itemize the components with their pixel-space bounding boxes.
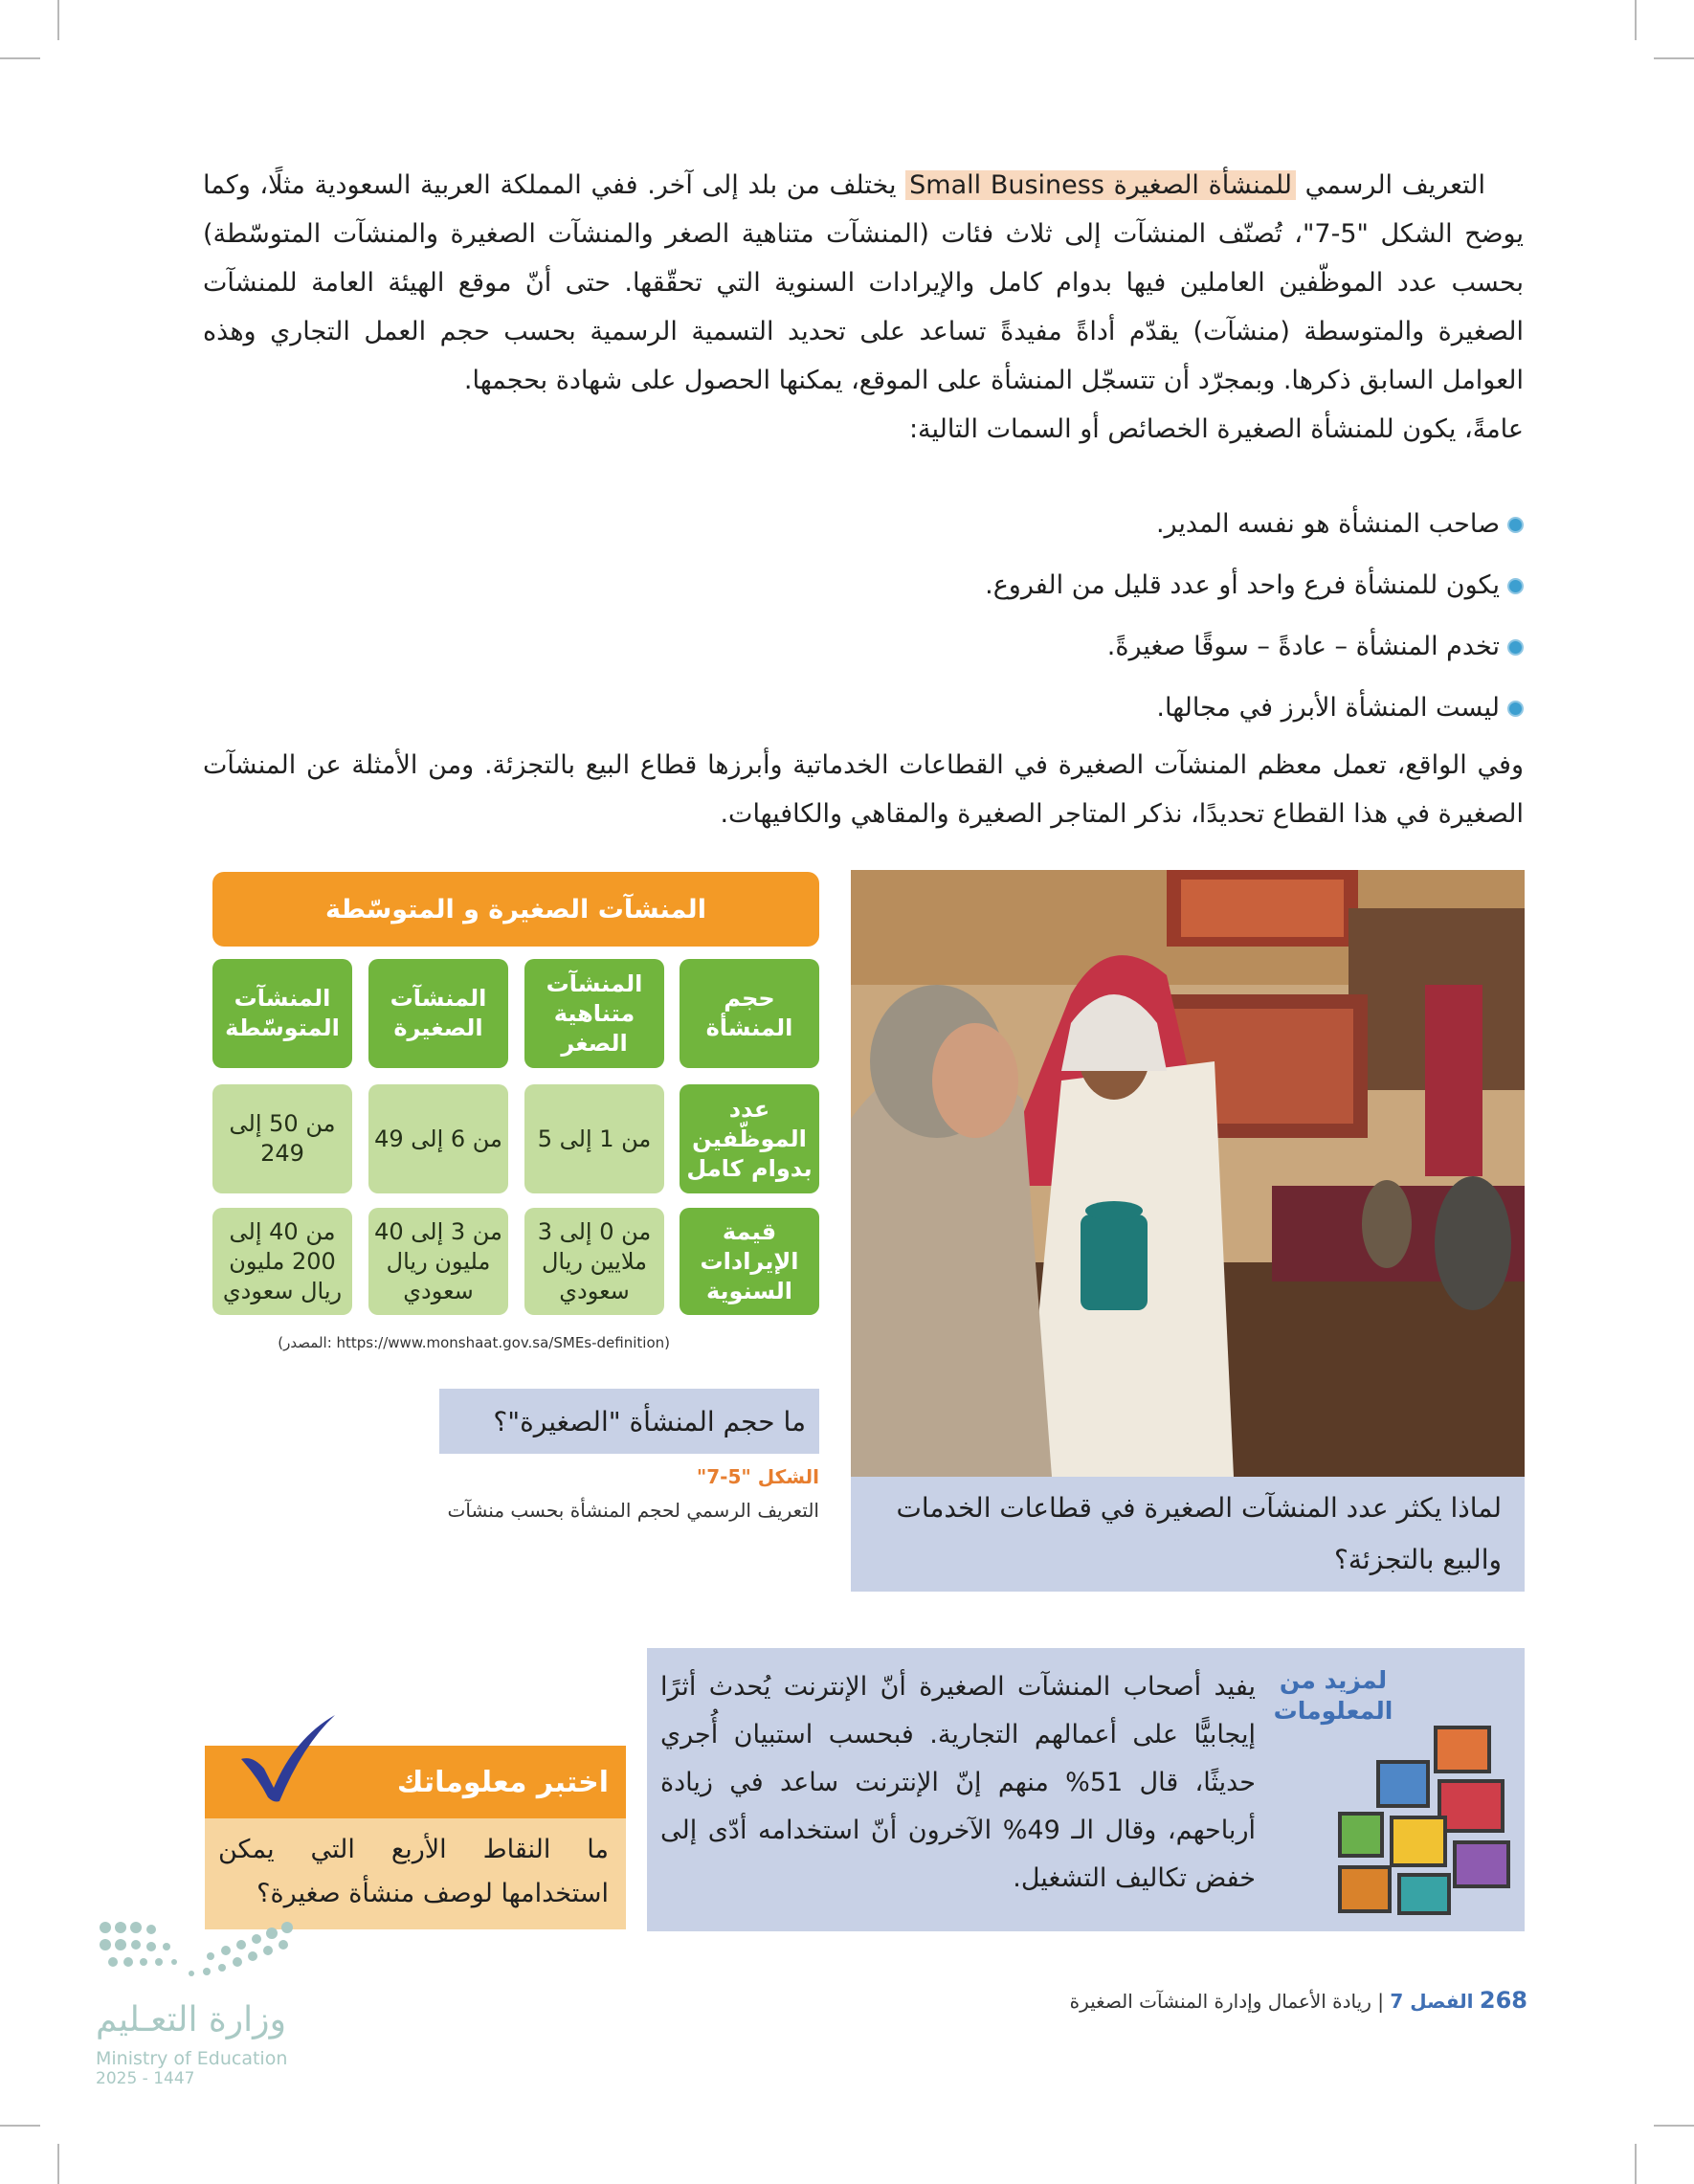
intro-section bbox=[203, 161, 1524, 454]
intro-paragraph: التعريف الرسمي للمنشأة الصغيرة Small Business يختلف من بلد إلى آخر. ففي المملكة العربية السعودية مثلًا، وكما يوضح الشكل "5-7"، تُصنّف المنشآت إلى ثلاث فئات (المنشآت متناهية الصغر والمنشآت الصغيرة والمنشآت المتوسّطة) بحسب عدد الموظّفين العاملين فيها بدوام كامل والإيرادات السنوية التي تحقّقها. حتى أنّ موقع الهيئة العامة للمنشآت الصغيرة والمتوسطة (منشآت) يقدّم أداةً مفيدةً تساعد على تحديد التسمية الرسمية بحسب حجم العمل التجاري وهذه العوامل السابق ذكرها. وبمجرّد أن تتسجّل المنشأة على الموقع، يمكنها الحصول على شهادة بحجمها. bbox=[203, 170, 1524, 395]
list-item: ليست المنشأة الأبرز في مجالها. bbox=[279, 678, 1524, 739]
figure-label: الشكل "5-7" bbox=[696, 1465, 819, 1488]
table-row-label: قيمة الإيرادات السنوية bbox=[680, 1208, 819, 1315]
retail-paragraph: وفي الواقع، تعمل معظم المنشآت الصغيرة في القطاعات الخدماتية وأبرزها قطاع البيع بالتجزئة. ومن الأمثلة عن المنشآت الصغيرة في هذا القطاع تحديدًا، نذكر المتاجر الصغيرة والمقاهي والكافيهات. bbox=[203, 750, 1524, 829]
crop-mark bbox=[0, 57, 40, 59]
bullet-dot-icon bbox=[1507, 639, 1524, 656]
table-header-cell: المنشآت متناهية الصغر bbox=[524, 959, 664, 1068]
chapter-title: ريادة الأعمال وإدارة المنشآت الصغيرة bbox=[1069, 1990, 1371, 2013]
more-info-title: لمزيد من المعلومات bbox=[1273, 1666, 1393, 1725]
table-header-cell: المنشآت الصغيرة bbox=[368, 959, 508, 1068]
table-source: (المصدر: https://www.monshaat.gov.sa/SMEs-definition) bbox=[278, 1334, 670, 1351]
ministry-year: 2025 - 1447 bbox=[96, 2069, 195, 2088]
ministry-name-ar: وزارة التعـليم bbox=[96, 2000, 286, 2039]
table-cell: من 0 إلى 3 ملايين ريال سعودي bbox=[524, 1208, 664, 1315]
test-title: اختبر معلوماتك bbox=[205, 1746, 626, 1818]
table-cell: من 1 إلى 5 bbox=[524, 1084, 664, 1193]
market-photo bbox=[851, 870, 1525, 1477]
crop-mark bbox=[1635, 0, 1637, 40]
list-item: يكون للمنشأة فرع واحد أو عدد قليل من الفروع. bbox=[279, 555, 1524, 616]
table-header-cell: المنشآت المتوسّطة bbox=[212, 959, 352, 1068]
table-header-cell: حجم المنشأة bbox=[680, 959, 819, 1068]
crop-mark bbox=[1654, 57, 1694, 59]
screens-collage-icon bbox=[1338, 1726, 1512, 1917]
footer-separator: | bbox=[1377, 1990, 1384, 2013]
intro-lead: عامةً، يكون للمنشأة الصغيرة الخصائص أو السمات التالية: bbox=[908, 414, 1524, 444]
table-cell: من 6 إلى 49 bbox=[368, 1084, 508, 1193]
table-row-label: عدد الموظّفين بدوام كامل bbox=[680, 1084, 819, 1193]
crop-mark bbox=[0, 2125, 40, 2127]
bullet-dot-icon bbox=[1507, 701, 1524, 717]
page-footer bbox=[919, 1987, 1527, 2014]
checkmark-icon bbox=[235, 1709, 341, 1805]
ministry-name-en: Ministry of Education bbox=[96, 2048, 288, 2069]
photo-caption: لماذا يكثر عدد المنشآت الصغيرة في قطاعات الخدمات والبيع بالتجزئة؟ bbox=[851, 1477, 1525, 1592]
crop-mark bbox=[1635, 2144, 1637, 2184]
list-item: تخدم المنشأة – عادةً – سوقًا صغيرةً. bbox=[279, 616, 1524, 678]
key-term-highlight: للمنشأة الصغيرة Small Business bbox=[905, 170, 1296, 200]
figure-question: ما حجم المنشأة "الصغيرة"؟ bbox=[439, 1389, 819, 1454]
table-cell: من 40 إلى 200 مليون ريال سعودي bbox=[212, 1208, 352, 1315]
characteristics-list bbox=[279, 494, 1524, 739]
figure-caption: التعريف الرسمي لحجم المنشأة بحسب منشآت bbox=[447, 1499, 819, 1522]
table-title: المنشآت الصغيرة و المتوسّطة bbox=[212, 872, 819, 947]
table-cell: من 3 إلى 40 مليون ريال سعودي bbox=[368, 1208, 508, 1315]
ministry-logo-icon bbox=[96, 1918, 306, 1995]
crop-mark bbox=[57, 0, 59, 40]
bullet-dot-icon bbox=[1507, 517, 1524, 533]
list-item: صاحب المنشأة هو نفسه المدير. bbox=[279, 494, 1524, 555]
crop-mark bbox=[1654, 2125, 1694, 2127]
page-number: 268 bbox=[1479, 1987, 1527, 2014]
bullet-dot-icon bbox=[1507, 578, 1524, 594]
table-cell: من 50 إلى 249 bbox=[212, 1084, 352, 1193]
test-question: ما النقاط الأربع التي يمكن استخدامها لوصف منشأة صغيرة؟ bbox=[205, 1818, 626, 1929]
crop-mark bbox=[57, 2144, 59, 2184]
more-info-text: يفيد أصحاب المنشآت الصغيرة أنّ الإنترنت يُحدث أثرًا إيجابيًّا على أعمالهم التجارية. فبحسب استبيان أُجري حديثًا، قال 51% منهم إنّ الإنترنت ساعد في زيادة أرباحهم، وقال الـ 49% الآخرون أنّ استخدامه أدّى إلى خفض تكاليف التشغيل. bbox=[660, 1672, 1256, 1893]
chapter-label: الفصل 7 bbox=[1390, 1990, 1474, 2013]
